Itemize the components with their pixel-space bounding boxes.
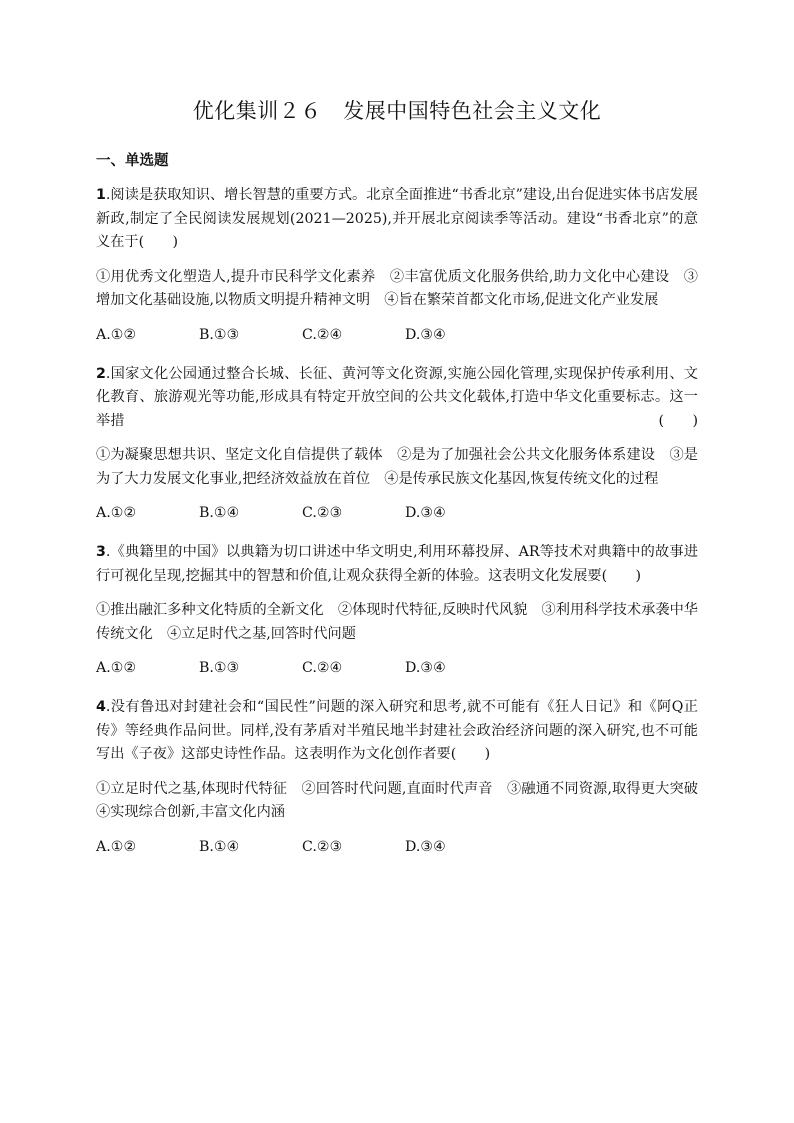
option-a[interactable]: A.①② xyxy=(96,505,137,521)
option-d[interactable]: D.③④ xyxy=(405,505,446,521)
question-4 xyxy=(96,696,713,859)
option-b[interactable]: B.①③ xyxy=(199,660,240,676)
answer-options xyxy=(96,502,698,525)
answer-options xyxy=(96,836,698,859)
question-number: 1 xyxy=(96,187,106,203)
answer-options xyxy=(96,324,698,347)
option-d[interactable]: D.③④ xyxy=(405,838,446,855)
question-text: .阅读是获取知识、增长智慧的重要方式。北京全面推进“书香北京”建设,出台促进实体书店发展新政,制定了全民阅读发展规划(2021—2025),并开展北京阅读季等活动。建设“书香北京”的意义在于( ) xyxy=(96,187,698,250)
question-stem xyxy=(96,184,698,255)
answer-bracket: ( ) xyxy=(658,412,698,429)
question-text: .没有鲁迅对封建社会和“国民性”问题的深入研究和思考,就不可能有《狂人日记》和《阿Q正传》等经典作品问世。同样,没有茅盾对半殖民地半封建社会政治经济问题的深入研究,也不可能写出《子夜》这部史诗性作品。这表明作为文化创作者要( ) xyxy=(96,699,698,762)
option-a[interactable]: A.①② xyxy=(96,326,137,343)
question-statements: ①推出融汇多种文化特质的全新文化 ②体现时代特征,反映时代风貌 ③利用科学技术承袭中华传统文化 ④立足时代之基,回答时代问题 xyxy=(96,602,698,642)
option-c[interactable]: C.②③ xyxy=(302,838,343,855)
option-a[interactable]: A.①② xyxy=(96,838,137,855)
question-2 xyxy=(96,363,698,526)
option-b[interactable]: B.①④ xyxy=(199,838,240,855)
document-page xyxy=(96,95,713,875)
answer-options xyxy=(96,657,698,680)
question-number: 3 xyxy=(96,544,106,560)
section-heading: 一、单选题 xyxy=(96,153,169,169)
question-stem xyxy=(96,541,698,588)
option-b[interactable]: B.①③ xyxy=(199,326,240,343)
option-c[interactable]: C.②③ xyxy=(302,505,343,521)
question-3 xyxy=(96,541,698,680)
question-stem xyxy=(96,363,698,434)
question-statements: ①用优秀文化塑造人,提升市民科学文化素养 ②丰富优质文化服务供给,助力文化中心建设 ③增加文化基础设施,以物质文明提升精神文明 ④旨在繁荣首都文化市场,促进文化产业发展 xyxy=(96,268,698,308)
page-title: 优化集训２６ 发展中国特色社会主义文化 xyxy=(192,99,602,123)
question-1 xyxy=(96,184,698,347)
option-d[interactable]: D.③④ xyxy=(405,660,446,676)
option-a[interactable]: A.①② xyxy=(96,660,137,676)
option-b[interactable]: B.①④ xyxy=(199,505,240,521)
question-number: 2 xyxy=(96,365,106,382)
option-c[interactable]: C.②④ xyxy=(302,326,343,343)
question-statements: ①为凝聚思想共识、坚定文化自信提供了载体 ②是为了加强社会公共文化服务体系建设 ③是为了大力发展文化事业,把经济效益放在首位 ④是传承民族文化基因,恢复传统文化的过程 xyxy=(96,447,698,487)
question-stem xyxy=(96,696,698,767)
option-c[interactable]: C.②④ xyxy=(302,660,343,676)
question-text: .国家文化公园通过整合长城、长征、黄河等文化资源,实施公园化管理,实现保护传承利用、文化教育、旅游观光等功能,形成具有特定开放空间的公共文化载体,打造中华文化重要标志。这一举措 xyxy=(96,365,698,429)
question-text: .《典籍里的中国》以典籍为切口讲述中华文明史,利用环幕投屏、AR等技术对典籍中的故事进行可视化呈现,挖掘其中的智慧和价值,让观众获得全新的体验。这表明文化发展要( ) xyxy=(96,544,698,584)
option-d[interactable]: D.③④ xyxy=(405,326,446,343)
question-statements: ①立足时代之基,体现时代特征 ②回答时代问题,直面时代声音 ③融通不同资源,取得更大突破 ④实现综合创新,丰富文化内涵 xyxy=(96,780,713,820)
question-number: 4 xyxy=(96,699,106,715)
